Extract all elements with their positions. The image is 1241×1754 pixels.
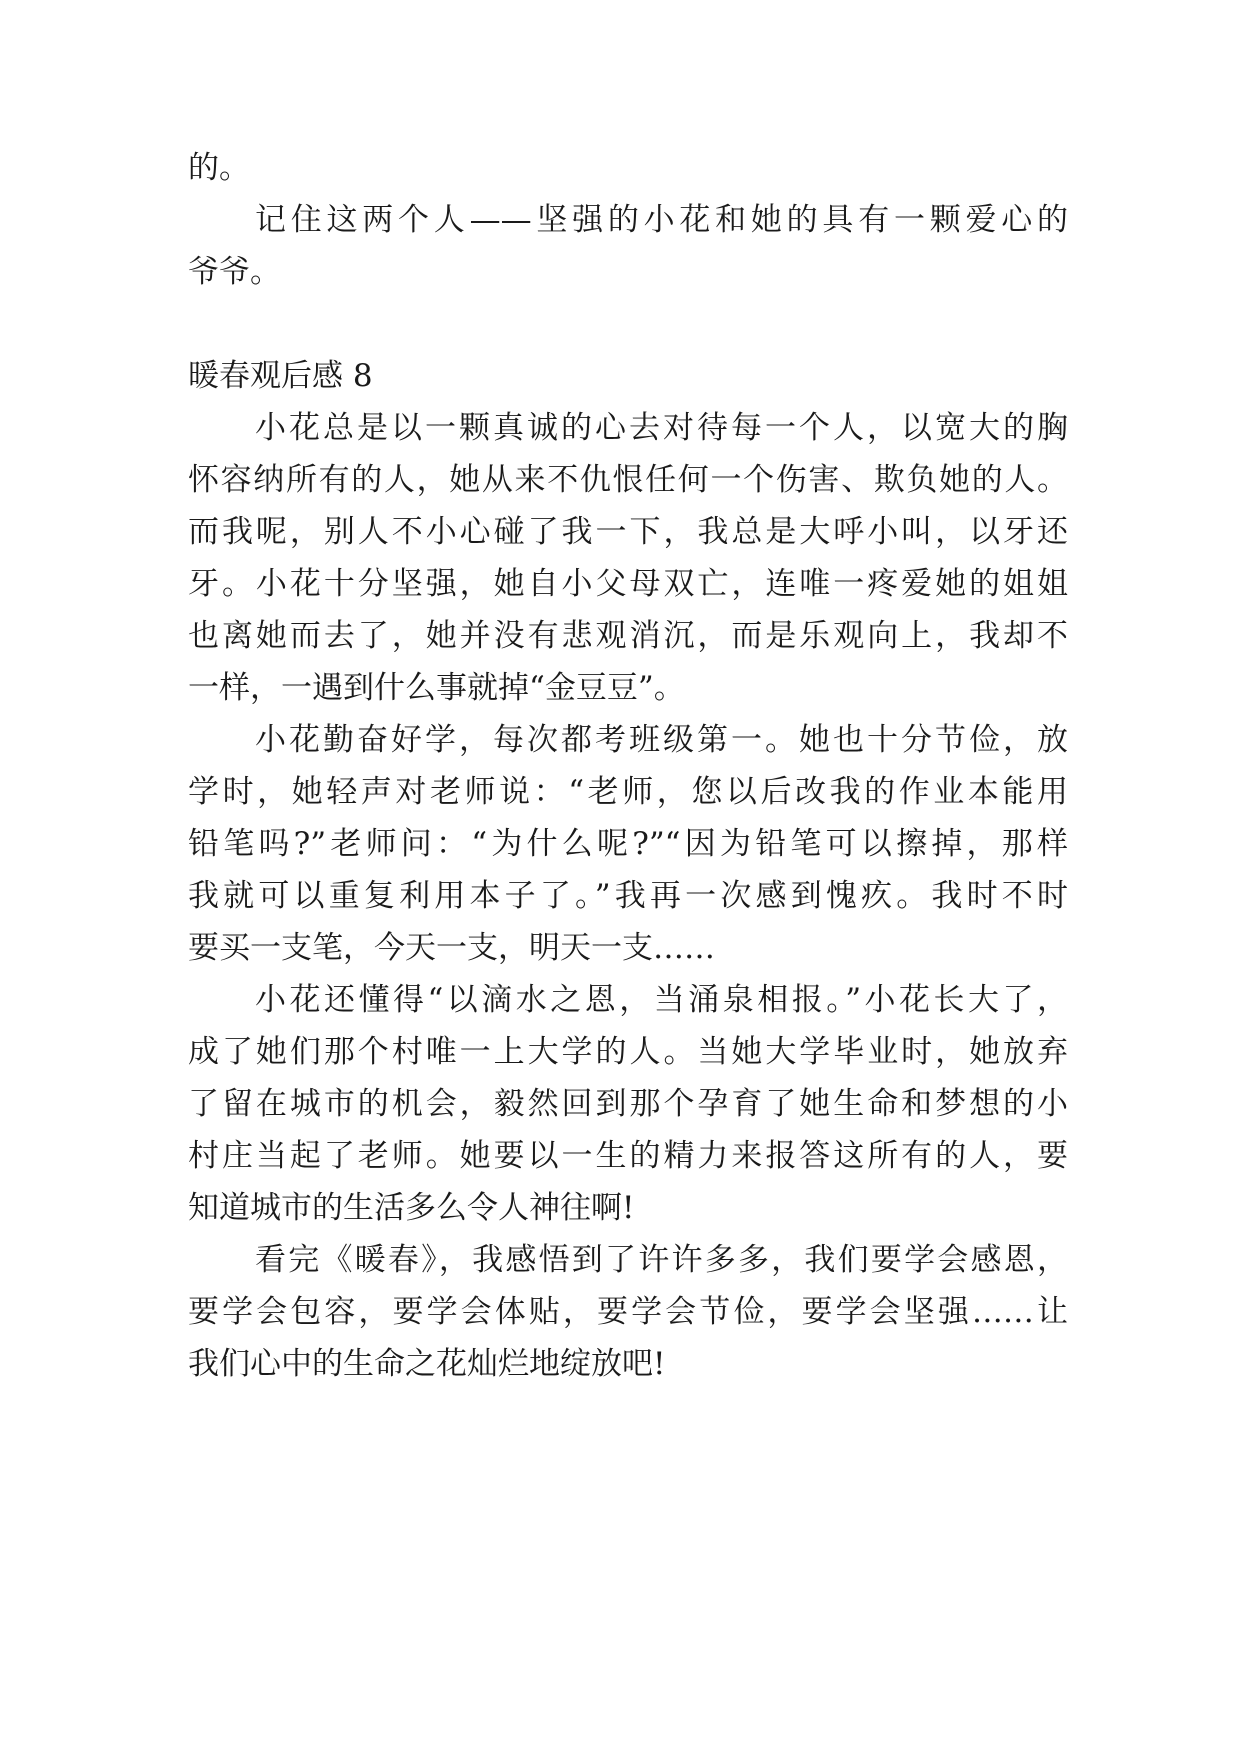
text-line: 学时，她轻声对老师说：“老师，您以后改我的作业本能用	[188, 774, 1068, 810]
text-line: 了留在城市的机会，毅然回到那个孕育了她生命和梦想的小	[188, 1086, 1068, 1122]
text-line: 而我呢，别人不小心碰了我一下，我总是大呼小叫，以牙还	[188, 514, 1068, 550]
text-line: 小花勤奋好学，每次都考班级第一。她也十分节俭，放	[255, 722, 1068, 758]
text-line: 小花还懂得“以滴水之恩，当涌泉相报。”小花长大了，	[255, 982, 1068, 1018]
text-line: 的。	[188, 150, 250, 186]
text-line: 村庄当起了老师。她要以一生的精力来报答这所有的人，要	[188, 1138, 1068, 1174]
text-line: 记住这两个人——坚强的小花和她的具有一颗爱心的	[255, 202, 1068, 238]
section-title: 暖春观后感 8	[188, 358, 373, 394]
text-line: 铅笔吗?”老师问：“为什么呢?”“因为铅笔可以擦掉，那样	[188, 826, 1068, 862]
text-line: 知道城市的生活多么令人神往啊!	[188, 1190, 635, 1226]
text-line: 爷爷。	[188, 254, 281, 290]
text-line: 看完《暖春》，我感悟到了许许多多，我们要学会感恩，	[255, 1242, 1068, 1278]
text-line: 小花总是以一颗真诚的心去对待每一个人，以宽大的胸	[255, 410, 1068, 446]
text-line: 要买一支笔，今天一支，明天一支……	[188, 930, 715, 966]
text-line: 成了她们那个村唯一上大学的人。当她大学毕业时，她放弃	[188, 1034, 1068, 1070]
text-line: 也离她而去了，她并没有悲观消沉，而是乐观向上，我却不	[188, 618, 1068, 654]
text-line: 我就可以重复利用本子了。”我再一次感到愧疚。我时不时	[188, 878, 1068, 914]
text-line: 一样，一遇到什么事就掉“金豆豆”。	[188, 670, 685, 706]
text-line: 牙。小花十分坚强，她自小父母双亡，连唯一疼爱她的姐姐	[188, 566, 1068, 602]
text-line: 我们心中的生命之花灿烂地绽放吧!	[188, 1346, 666, 1382]
text-line: 要学会包容，要学会体贴，要学会节俭，要学会坚强……让	[188, 1294, 1068, 1330]
text-line: 怀容纳所有的人，她从来不仇恨任何一个伤害、欺负她的人。	[188, 462, 1068, 498]
